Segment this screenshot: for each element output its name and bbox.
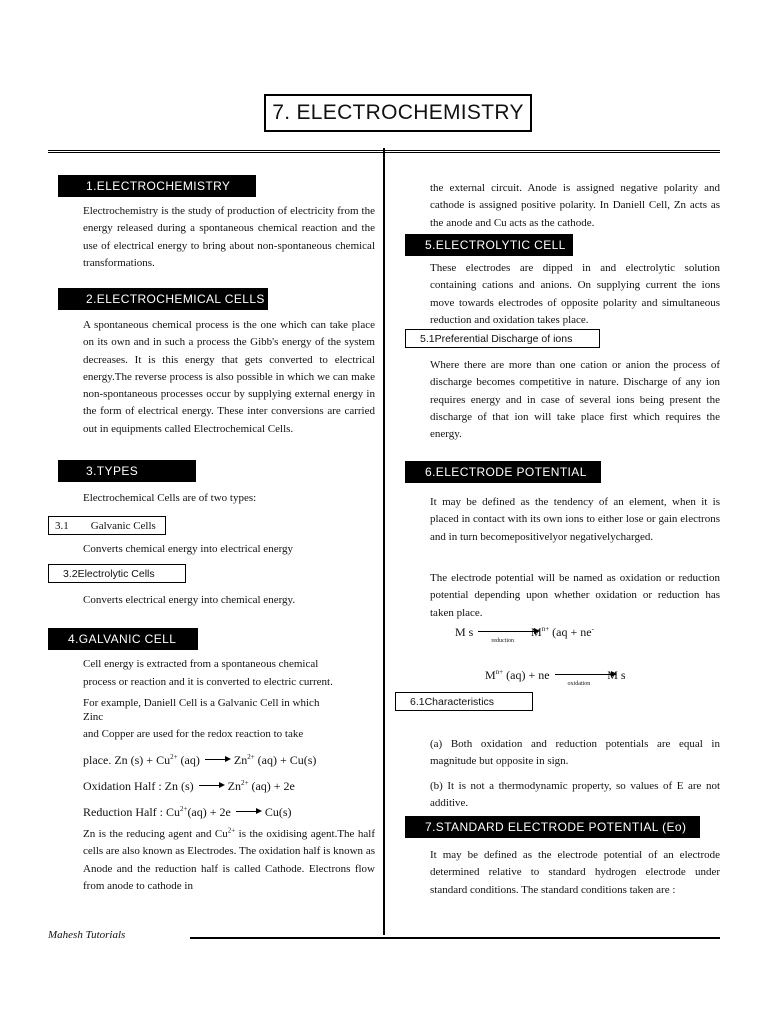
section-heading-electrochemistry: 1.ELECTROCHEMISTRY: [58, 175, 256, 197]
preferential-discharge-paragraph: Where there are more than one cation or anion the process of discharge becomes competitive in nature. Discharge of any ion requires energy and in case of several ions being present the discharge of that ion will take place first which requires the energy.: [430, 359, 720, 441]
reduction-equation: M s $_{reduction}$ $M^{n+}$ (aq + ne-: [455, 625, 594, 644]
galvanic-cell-text-4: Zinc: [83, 711, 104, 723]
galvanic-cell-text-2: process or reaction and it is converted to electric current.: [83, 676, 333, 688]
section-heading-types: 3.TYPES: [58, 460, 196, 482]
footer-rule: [190, 937, 720, 939]
subsection-electrolytic-cells: 3.2Electrolytic Cells: [48, 564, 186, 583]
reduction-equation-arrow-icon: [478, 631, 538, 632]
section-heading-electrode-potential: 6.ELECTRODE POTENTIAL: [405, 461, 601, 483]
characteristic-b: (b) It is not a thermodynamic property, so values of E are not additive.: [430, 780, 720, 810]
electrolytic-cell-paragraph: These electrodes are dipped in and electrolytic solution containing cations and anions. On supplying current the ions move towards electrodes of opposite polarity and simultaneous reduction and oxidation takes place.: [430, 262, 720, 326]
reduction-half-reaction: Reduction Half : $Cu^{2+}(aq) + 2e$ Cu(s): [83, 805, 292, 819]
types-text: Electrochemical Cells are of two types:: [83, 492, 257, 504]
galvanic-cells-text: Converts chemical energy into electrical energy: [83, 543, 294, 555]
reduction-arrow-icon: [236, 811, 260, 812]
electrolytic-cells-text: Converts electrical energy into chemical energy.: [83, 594, 296, 606]
oxidation-equation-arrow-icon: [555, 674, 615, 675]
subsection-label: Galvanic Cells: [90, 519, 156, 532]
oxidation-arrow-icon: [199, 785, 223, 786]
characteristic-a: (a) Both oxidation and reduction potentials are equal in magnitude but opposite in sign.: [430, 738, 720, 768]
subsection-characteristics: 6.1Characteristics: [395, 692, 533, 711]
galvanic-cell-text-5: and Copper are used for the redox reaction to take: [83, 728, 304, 740]
oxidation-equation: $M^{n+}$ (aq) + ne $_{oxidation}$ M s: [485, 668, 626, 687]
galvanic-cell-text-3: For example, Daniell Cell is a Galvanic Cell in which: [83, 697, 320, 709]
subsection-preferential-discharge: 5.1Preferential Discharge of ions: [405, 329, 600, 348]
section-heading-electrochemical-cells: 2.ELECTROCHEMICAL CELLS: [58, 288, 268, 310]
section-heading-standard-electrode-potential: 7.STANDARD ELECTRODE POTENTIAL (Eo): [405, 816, 700, 838]
page-title: 7. ELECTROCHEMISTRY: [264, 94, 532, 132]
electrochemical-cells-paragraph: A spontaneous chemical process is the one which can take place on its own and in such a process the Gibb's energy of the system decreases. It is this energy that gets converted to electrical energy.The reverse process is also possible in which we can make non-spontaneous processes occur by supplying external energy in the form of electrical energy. These inter conversions are carried out in equipments called Electrochemical Cells.: [83, 319, 375, 435]
galvanic-cell-text-1: Cell energy is extracted from a spontaneous chemical: [83, 658, 319, 670]
footer-publisher: Mahesh Tutorials: [48, 929, 126, 941]
daniell-cell-reaction: place. Zn $(s) + Cu^{2+}$ (aq) $Zn^{2+}$ (aq) + Cu(s): [83, 753, 317, 767]
section-heading-galvanic-cell: 4.GALVANIC CELL: [48, 628, 198, 650]
subsection-galvanic-cells: [48, 516, 166, 535]
anode-cathode-paragraph: the external circuit. Anode is assigned negative polarity and cathode is assigned positive polarity. In Daniell Cell, Zn acts as the anode and Cu acts as the cathode.: [430, 182, 720, 229]
column-divider: [383, 148, 385, 935]
standard-electrode-potential-paragraph: It may be defined as the electrode potential of an electrode determined relative to standard hydrogen electrode under standard conditions. The standard conditions taken are :: [430, 849, 720, 896]
subsection-number: 3.1: [55, 519, 69, 532]
electrode-potential-paragraph-1: It may be defined as the tendency of an element, when it is placed in contact with its own ions to either lose or gain electrons and in turn becomepositivelyor negativelycharged.: [430, 496, 720, 543]
section-heading-electrolytic-cell: 5.ELECTROLYTIC CELL: [405, 234, 573, 256]
oxidation-half-reaction: Oxidation Half : Zn (s) $Zn^{2+}$ (aq) + 2e: [83, 779, 295, 793]
electrode-potential-paragraph-2: The electrode potential will be named as oxidation or reduction potential depending upon whether oxidation or reduction has taken place.: [430, 572, 720, 619]
electrochemistry-paragraph: Electrochemistry is the study of production of electricity from the energy released during a spontaneous chemical reaction and the use of electrical energy to bring about non-spontaneous chemical transformations.: [83, 205, 375, 269]
reaction-arrow-icon: [205, 759, 229, 760]
reducing-agent-paragraph: Zn is the reducing agent and $Cu^{2+}$ is the oxidising agent.The half cells are also known as Electrodes. The oxidation half is known as Anode and the reduction half is called Cathode. Electrons flow from anode to cathode in: [83, 826, 375, 892]
